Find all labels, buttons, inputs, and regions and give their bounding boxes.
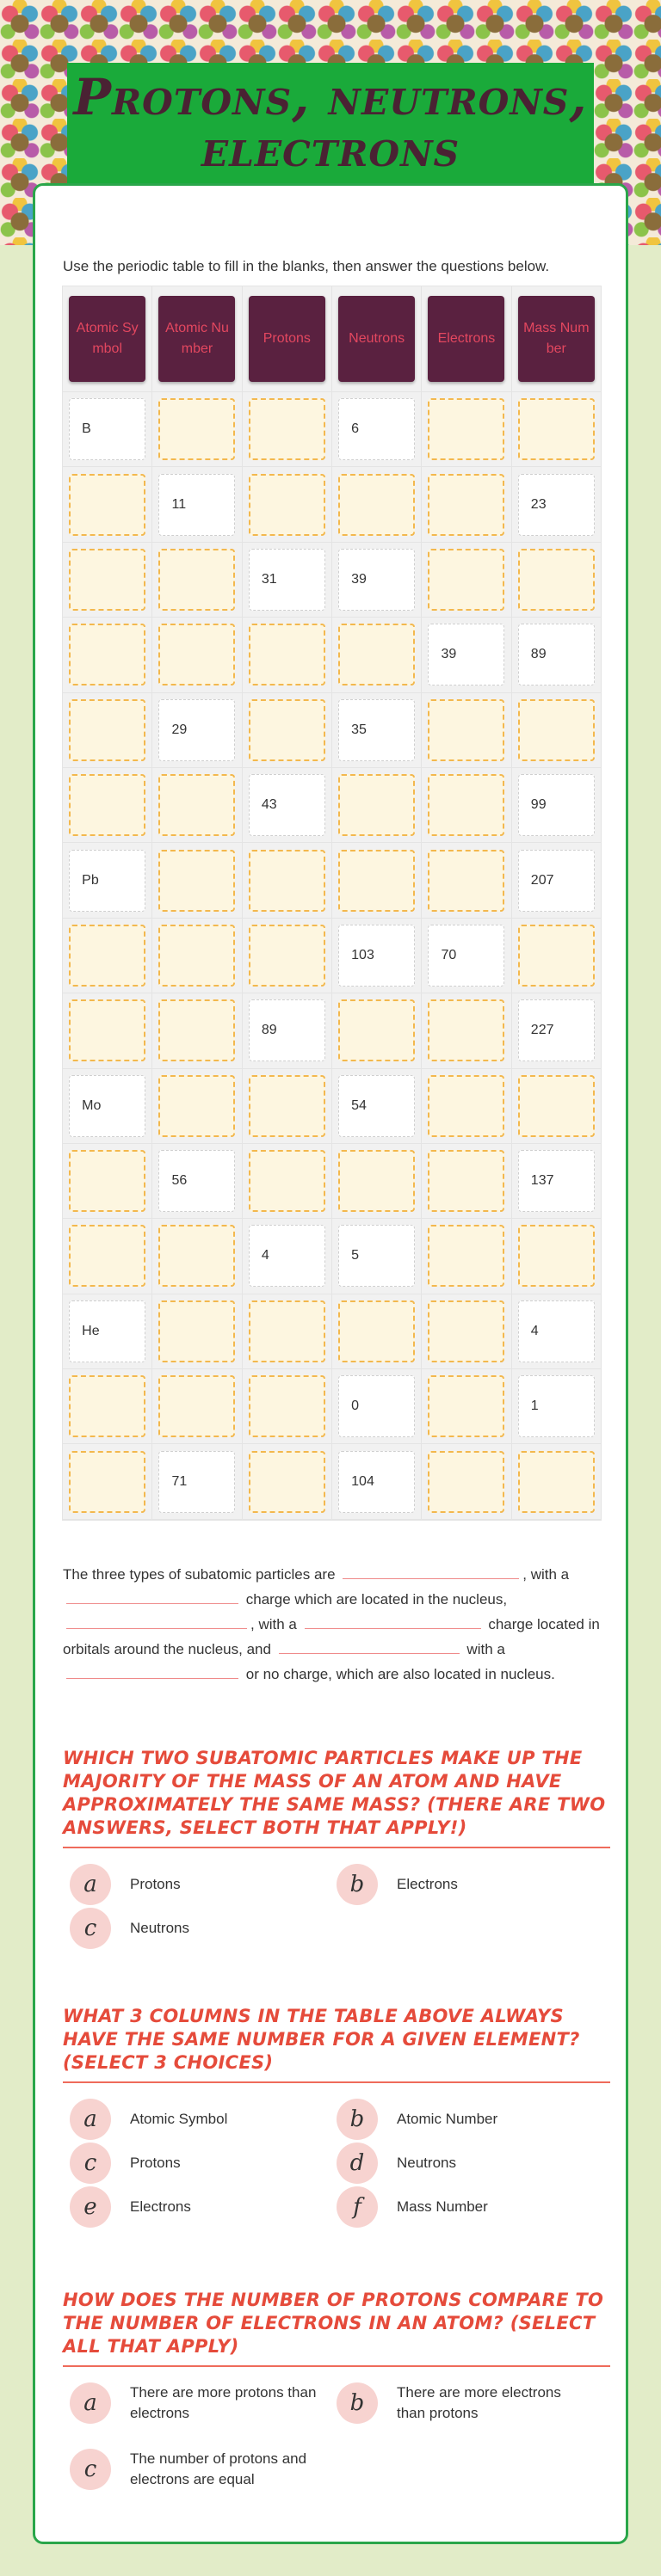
paragraph-text: charge located in orbitals around the nucleus, and	[63, 1616, 600, 1657]
blank-atomic-symbol-input[interactable]	[69, 925, 145, 987]
option-label: Electrons	[130, 2198, 191, 2215]
table-cell	[332, 1069, 422, 1143]
option-label: Protons	[130, 1876, 181, 1892]
question-text: WHICH TWO SUBATOMIC PARTICLES MAKE UP THE MAJORITY OF THE MASS OF AN ATOM AND HAVE APPROXIMATELY THE SAME MASS? (THERE ARE TWO ANSWERS, SELECT BOTH THAT APPLY!)	[63, 1747, 610, 1848]
table-cell	[152, 1369, 242, 1443]
blank-electrons-input[interactable]	[428, 1075, 504, 1137]
blank-electrons-input[interactable]	[428, 1300, 504, 1362]
table-cell	[63, 843, 152, 917]
blank-atomic-number-input[interactable]	[158, 1225, 235, 1287]
table-cell	[63, 1294, 152, 1368]
blank-atomic-symbol-input[interactable]	[69, 774, 145, 836]
answer-options	[63, 2092, 610, 2229]
table-row	[63, 993, 601, 1068]
table-cell	[422, 843, 511, 917]
table-cell	[152, 1069, 242, 1143]
question-3	[63, 2289, 610, 2522]
question-1	[63, 1747, 610, 1952]
table-cell	[152, 919, 242, 993]
column-header-mass-number: Mass Number	[518, 296, 595, 382]
given-protons-value: 89	[249, 999, 325, 1061]
option-label: Mass Number	[397, 2198, 488, 2215]
table-cell	[152, 693, 242, 767]
table-cell	[63, 543, 152, 617]
answer-options	[63, 2376, 610, 2522]
blank-atomic-symbol-input[interactable]	[69, 549, 145, 611]
column-header-electrons: Electrons	[428, 296, 504, 382]
blank-protons-input[interactable]	[249, 1375, 325, 1437]
table-cell	[243, 919, 332, 993]
table-cell	[422, 467, 511, 541]
option-label: There are more protons than electrons	[130, 2384, 317, 2421]
table-row	[63, 768, 601, 843]
table-cell	[332, 1294, 422, 1368]
blank-protons-input[interactable]	[249, 1451, 325, 1513]
table-cell	[63, 993, 152, 1067]
table-cell	[512, 392, 601, 466]
table-cell	[243, 693, 332, 767]
table-cell	[63, 1144, 152, 1218]
given-mass-number-value: 89	[518, 624, 595, 685]
table-cell	[63, 618, 152, 692]
given-protons-value: 31	[249, 549, 325, 611]
table-cell	[422, 693, 511, 767]
blank-atomic-number-input[interactable]	[158, 850, 235, 912]
header-cell	[422, 286, 511, 391]
table-cell	[243, 843, 332, 917]
option-b[interactable]	[337, 2382, 595, 2424]
blank-electrons-input[interactable]	[428, 549, 504, 611]
blank-electrons-input[interactable]	[428, 1375, 504, 1437]
table-cell	[243, 1444, 332, 1518]
table-cell	[422, 543, 511, 617]
blank-protons-input[interactable]	[249, 1300, 325, 1362]
blank-particle-3[interactable]	[279, 1638, 460, 1654]
table-cell	[63, 467, 152, 541]
table-row	[63, 618, 601, 692]
blank-electrons-input[interactable]	[428, 850, 504, 912]
worksheet-card	[33, 183, 628, 2544]
blank-neutrons-input[interactable]	[338, 474, 415, 536]
option-a[interactable]	[70, 1864, 328, 1905]
header-cell	[243, 286, 332, 391]
table-cell	[152, 1144, 242, 1218]
table-cell	[152, 843, 242, 917]
table-cell	[243, 1069, 332, 1143]
option-letter-badge: e	[70, 2186, 111, 2228]
given-mass-number-value: 137	[518, 1150, 595, 1212]
blank-electrons-input[interactable]	[428, 1225, 504, 1287]
table-cell	[512, 1144, 601, 1218]
option-letter-badge: a	[70, 2382, 111, 2424]
table-cell	[422, 993, 511, 1067]
given-mass-number-value: 23	[518, 474, 595, 536]
table-cell	[243, 618, 332, 692]
given-neutrons-value: 0	[338, 1375, 415, 1437]
option-d[interactable]	[337, 2143, 595, 2184]
table-cell	[332, 919, 422, 993]
given-atomic-symbol-value: Pb	[69, 850, 145, 912]
answer-options	[63, 1857, 610, 1952]
blank-electrons-input[interactable]	[428, 1150, 504, 1212]
given-electrons-value: 70	[428, 925, 504, 987]
header-cell	[63, 286, 152, 391]
blank-charge-2[interactable]	[305, 1614, 481, 1629]
blank-charge-3[interactable]	[66, 1663, 238, 1679]
blank-atomic-number-input[interactable]	[158, 774, 235, 836]
table-cell	[332, 543, 422, 617]
blank-mass-number-input[interactable]	[518, 1451, 595, 1513]
option-c[interactable]	[70, 1908, 328, 1949]
option-e[interactable]	[70, 2186, 328, 2228]
blank-particle-1[interactable]	[343, 1564, 519, 1579]
table-cell	[63, 1444, 152, 1518]
paragraph-text: with a	[466, 1641, 505, 1657]
option-a[interactable]	[70, 2382, 328, 2424]
fill-in-paragraph	[63, 1562, 614, 1687]
blank-electrons-input[interactable]	[428, 699, 504, 761]
blank-mass-number-input[interactable]	[518, 549, 595, 611]
table-cell	[243, 1144, 332, 1218]
table-cell	[422, 392, 511, 466]
table-cell	[512, 1294, 601, 1368]
table-cell	[512, 993, 601, 1067]
table-header-row	[63, 286, 601, 392]
table-row	[63, 392, 601, 467]
given-atomic-symbol-value: B	[69, 398, 145, 460]
option-letter-badge: b	[337, 2099, 378, 2140]
option-c[interactable]	[70, 2143, 328, 2184]
given-mass-number-value: 1	[518, 1375, 595, 1437]
option-letter-badge: d	[337, 2143, 378, 2184]
blank-atomic-number-input[interactable]	[158, 925, 235, 987]
option-letter-badge: c	[70, 2143, 111, 2184]
option-label: Atomic Symbol	[130, 2111, 228, 2127]
blank-atomic-number-input[interactable]	[158, 999, 235, 1061]
blank-protons-input[interactable]	[249, 850, 325, 912]
given-atomic-symbol-value: He	[69, 1300, 145, 1362]
table-cell	[152, 768, 242, 842]
blank-neutrons-input[interactable]	[338, 774, 415, 836]
paragraph-text: or no charge, which are also located in nucleus.	[245, 1666, 555, 1682]
blank-mass-number-input[interactable]	[518, 699, 595, 761]
blank-mass-number-input[interactable]	[518, 398, 595, 460]
given-atomic-number-value: 71	[158, 1451, 235, 1513]
table-cell	[422, 1369, 511, 1443]
blank-electrons-input[interactable]	[428, 1451, 504, 1513]
table-cell	[422, 919, 511, 993]
blank-neutrons-input[interactable]	[338, 999, 415, 1061]
table-cell	[243, 1219, 332, 1293]
blank-neutrons-input[interactable]	[338, 1300, 415, 1362]
table-cell	[63, 919, 152, 993]
table-cell	[512, 693, 601, 767]
blank-particle-2[interactable]	[66, 1614, 247, 1629]
table-row	[63, 467, 601, 542]
table-cell	[152, 392, 242, 466]
blank-atomic-number-input[interactable]	[158, 1075, 235, 1137]
question-text: WHAT 3 COLUMNS IN THE TABLE ABOVE ALWAYS HAVE THE SAME NUMBER FOR A GIVEN ELEMENT? (SELECT 3 CHOICES)	[63, 2005, 610, 2083]
paragraph-text: charge which are located in the nucleus,	[245, 1591, 508, 1608]
table-cell	[512, 768, 601, 842]
blank-charge-1[interactable]	[66, 1589, 238, 1604]
table-cell	[332, 1369, 422, 1443]
blank-protons-input[interactable]	[249, 474, 325, 536]
header-cell	[332, 286, 422, 391]
blank-electrons-input[interactable]	[428, 398, 504, 460]
table-cell	[512, 1444, 601, 1518]
column-header-atomic-number: Atomic Number	[158, 296, 235, 382]
table-row	[63, 843, 601, 918]
table-cell	[63, 1219, 152, 1293]
blank-electrons-input[interactable]	[428, 774, 504, 836]
blank-protons-input[interactable]	[249, 624, 325, 685]
instructions: Use the periodic table to fill in the blanks, then answer the questions below.	[63, 258, 550, 274]
table-cell	[332, 392, 422, 466]
table-cell	[243, 392, 332, 466]
option-letter-badge: b	[337, 1864, 378, 1905]
given-neutrons-value: 35	[338, 699, 415, 761]
option-letter-badge: c	[70, 1908, 111, 1949]
table-row	[63, 543, 601, 618]
table-cell	[243, 993, 332, 1067]
option-label: Neutrons	[130, 1920, 189, 1936]
blank-atomic-symbol-input[interactable]	[69, 1375, 145, 1437]
paragraph-text: , with a	[522, 1566, 570, 1583]
option-b[interactable]	[337, 1864, 595, 1905]
table-cell	[152, 543, 242, 617]
table-cell	[152, 467, 242, 541]
table-cell	[512, 618, 601, 692]
table-cell	[63, 1369, 152, 1443]
paragraph-text: , with a	[250, 1616, 297, 1632]
option-letter-badge: a	[70, 1864, 111, 1905]
option-label: Electrons	[397, 1876, 458, 1892]
blank-mass-number-input[interactable]	[518, 1225, 595, 1287]
table-cell	[422, 1444, 511, 1518]
table-cell	[512, 1219, 601, 1293]
option-b[interactable]	[337, 2099, 595, 2140]
option-f[interactable]	[337, 2186, 595, 2228]
table-cell	[332, 1144, 422, 1218]
table-cell	[422, 1294, 511, 1368]
blank-atomic-symbol-input[interactable]	[69, 999, 145, 1061]
table-cell	[152, 1219, 242, 1293]
table-cell	[422, 1069, 511, 1143]
table-row	[63, 1369, 601, 1444]
question-2	[63, 2005, 610, 2229]
blank-atomic-symbol-input[interactable]	[69, 1150, 145, 1212]
blank-atomic-number-input[interactable]	[158, 624, 235, 685]
table-cell	[63, 1069, 152, 1143]
blank-atomic-number-input[interactable]	[158, 1300, 235, 1362]
table-cell	[332, 618, 422, 692]
column-header-neutrons: Neutrons	[338, 296, 415, 382]
given-protons-value: 4	[249, 1225, 325, 1287]
table-cell	[243, 1369, 332, 1443]
table-cell	[332, 843, 422, 917]
table-cell	[512, 843, 601, 917]
blank-protons-input[interactable]	[249, 1150, 325, 1212]
given-neutrons-value: 5	[338, 1225, 415, 1287]
given-neutrons-value: 54	[338, 1075, 415, 1137]
given-atomic-number-value: 29	[158, 699, 235, 761]
blank-atomic-symbol-input[interactable]	[69, 1225, 145, 1287]
given-mass-number-value: 227	[518, 999, 595, 1061]
option-c[interactable]	[70, 2449, 328, 2490]
table-cell	[422, 1219, 511, 1293]
given-neutrons-value: 104	[338, 1451, 415, 1513]
blank-atomic-symbol-input[interactable]	[69, 699, 145, 761]
blank-electrons-input[interactable]	[428, 999, 504, 1061]
option-letter-badge: c	[70, 2449, 111, 2490]
given-protons-value: 43	[249, 774, 325, 836]
blank-mass-number-input[interactable]	[518, 1075, 595, 1137]
given-mass-number-value: 4	[518, 1300, 595, 1362]
blank-protons-input[interactable]	[249, 699, 325, 761]
given-mass-number-value: 99	[518, 774, 595, 836]
table-cell	[152, 1294, 242, 1368]
blank-atomic-number-input[interactable]	[158, 549, 235, 611]
table-row	[63, 1069, 601, 1144]
table-cell	[512, 1069, 601, 1143]
blank-protons-input[interactable]	[249, 925, 325, 987]
blank-atomic-symbol-input[interactable]	[69, 1451, 145, 1513]
table-cell	[512, 919, 601, 993]
option-label: There are more electrons than protons	[397, 2384, 561, 2421]
table-row	[63, 1444, 601, 1519]
option-a[interactable]	[70, 2099, 328, 2140]
blank-atomic-symbol-input[interactable]	[69, 474, 145, 536]
blank-atomic-number-input[interactable]	[158, 1375, 235, 1437]
table-cell	[243, 1294, 332, 1368]
table-row	[63, 1144, 601, 1219]
blank-protons-input[interactable]	[249, 1075, 325, 1137]
paragraph-text: The three types of subatomic particles are	[63, 1566, 336, 1583]
given-atomic-symbol-value: Mo	[69, 1075, 145, 1137]
table-cell	[332, 1219, 422, 1293]
table-cell	[152, 618, 242, 692]
table-cell	[63, 693, 152, 767]
table-row	[63, 1294, 601, 1369]
table-row	[63, 1219, 601, 1294]
header-cell	[152, 286, 242, 391]
table-cell	[512, 543, 601, 617]
blank-atomic-number-input[interactable]	[158, 398, 235, 460]
table-cell	[243, 543, 332, 617]
given-neutrons-value: 6	[338, 398, 415, 460]
given-atomic-number-value: 56	[158, 1150, 235, 1212]
given-mass-number-value: 207	[518, 850, 595, 912]
blank-electrons-input[interactable]	[428, 474, 504, 536]
option-letter-badge: b	[337, 2382, 378, 2424]
blank-atomic-symbol-input[interactable]	[69, 624, 145, 685]
table-cell	[332, 467, 422, 541]
table-cell	[422, 1144, 511, 1218]
column-header-protons: Protons	[249, 296, 325, 382]
question-text: HOW DOES THE NUMBER OF PROTONS COMPARE TO THE NUMBER OF ELECTRONS IN AN ATOM? (SELECT ALL THAT APPLY)	[63, 2289, 610, 2367]
table-cell	[63, 392, 152, 466]
given-neutrons-value: 103	[338, 925, 415, 987]
title-banner	[67, 63, 594, 183]
table-cell	[422, 618, 511, 692]
table-cell	[332, 768, 422, 842]
table-cell	[243, 467, 332, 541]
table-cell	[152, 1444, 242, 1518]
table-cell	[332, 993, 422, 1067]
option-label: Protons	[130, 2155, 181, 2171]
table-cell	[512, 467, 601, 541]
header-cell	[512, 286, 601, 391]
table-cell	[512, 1369, 601, 1443]
element-table	[62, 286, 602, 1521]
column-header-atomic-symbol: Atomic Symbol	[69, 296, 145, 382]
option-label: Neutrons	[397, 2155, 456, 2171]
blank-neutrons-input[interactable]	[338, 850, 415, 912]
option-label: The number of protons and electrons are equal	[130, 2450, 307, 2487]
blank-protons-input[interactable]	[249, 398, 325, 460]
given-atomic-number-value: 11	[158, 474, 235, 536]
table-cell	[243, 768, 332, 842]
table-cell	[63, 768, 152, 842]
table-cell	[152, 993, 242, 1067]
given-neutrons-value: 39	[338, 549, 415, 611]
option-letter-badge: f	[337, 2186, 378, 2228]
blank-neutrons-input[interactable]	[338, 1150, 415, 1212]
page-title: Protons, neutrons, electrons	[73, 68, 588, 178]
given-electrons-value: 39	[428, 624, 504, 685]
blank-mass-number-input[interactable]	[518, 925, 595, 987]
option-label: Atomic Number	[397, 2111, 498, 2127]
table-cell	[332, 693, 422, 767]
table-cell	[422, 768, 511, 842]
table-row	[63, 693, 601, 768]
table-cell	[332, 1444, 422, 1518]
blank-neutrons-input[interactable]	[338, 624, 415, 685]
table-row	[63, 919, 601, 993]
option-letter-badge: a	[70, 2099, 111, 2140]
